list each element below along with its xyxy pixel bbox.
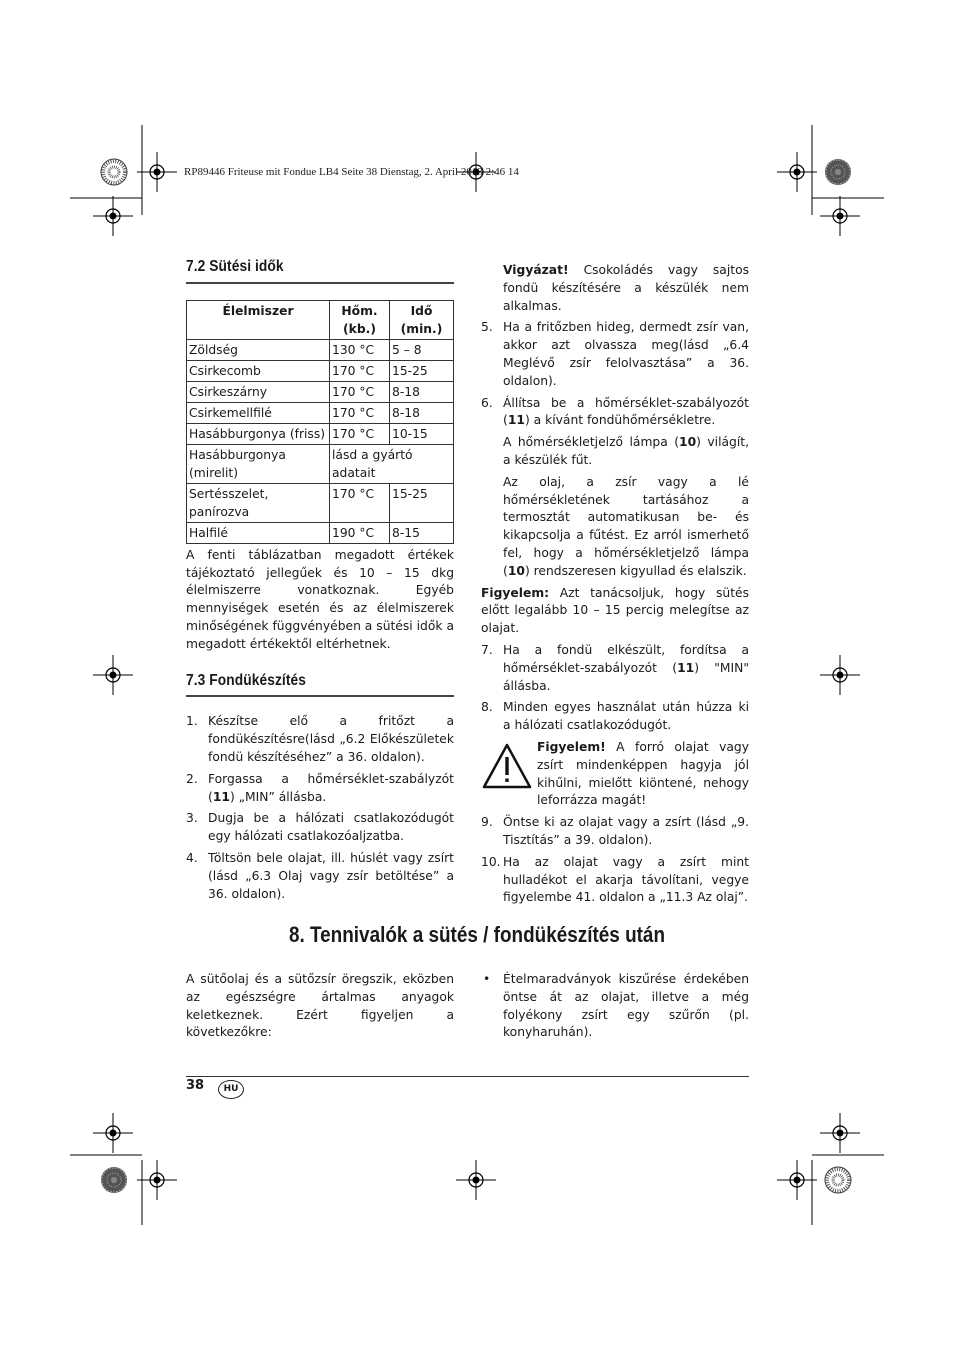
component-ref: 11 [212, 789, 230, 804]
list-item [186, 810, 454, 846]
step-number: 8. [481, 700, 493, 715]
table-cell: Hasábburgonya (mirelit) [187, 444, 330, 483]
attention-text: Azt tanácsoljuk, hogy sütés előtt legalább 10 – 15 percig melegítse az olajat. [481, 585, 749, 636]
table-cell: Zöldség [187, 339, 330, 360]
table-cell: 15-25 [390, 483, 454, 522]
right-column [481, 262, 749, 911]
step-number: 1. [186, 714, 198, 729]
step-text: Forgassa a hőmérséklet-szabályzót ( [208, 771, 454, 804]
column-header-food: Élelmiszer [187, 300, 330, 339]
print-header: RP89446 Friteuse mit Fondue LB4 Seite 38 Dienstag, 2. April 2013 2:46 14 [184, 166, 519, 178]
caution-note [481, 262, 749, 315]
table-cell: 190 °C [330, 522, 390, 543]
section-7-3-heading: 7.3 Fondükészítés [186, 671, 306, 689]
thermostat-note-text: ) rendszeresen kigyullad és elalszik. [524, 563, 747, 578]
step-text: Állítsa be a hőmérséklet-szabályozót ( [503, 395, 749, 428]
step-number: 5. [481, 320, 493, 335]
table-cell: Csirkemellfilé [187, 402, 330, 423]
list-item [186, 771, 454, 807]
table-note: A fenti táblázatban megadott értékek tájékoztató jellegűek és 10 – 15 dkg élelmiszerre vonatkoznak. Egyéb mennyiségek esetén és az élelmiszerek minőségének függvényében a sütési idők a megadott értékektől eltérhetnek. [186, 547, 454, 651]
component-ref: 10 [679, 435, 697, 450]
table-cell: 170 °C [330, 381, 390, 402]
section-rule [186, 282, 454, 284]
table-row [187, 522, 454, 543]
step-number: 10. [481, 854, 501, 869]
attention-note [481, 585, 749, 638]
fondue-steps-continued [481, 319, 749, 430]
column-header-time: Idő (min.) [390, 300, 454, 339]
disposal-steps [481, 814, 749, 907]
lamp-note-text: A hőmérsékletjelző lámpa ( [503, 435, 680, 450]
list-item [481, 814, 749, 850]
table-cell: lásd a gyártó adatait [330, 444, 454, 483]
table-cell: 8-15 [390, 522, 454, 543]
list-item [481, 395, 749, 431]
section-8-bullets [481, 971, 749, 1042]
component-ref: 10 [507, 563, 525, 578]
table-cell: 15-25 [390, 360, 454, 381]
step-text: ) a kívánt fondühőmérsékletre. [524, 413, 716, 428]
step-number: 4. [186, 850, 198, 865]
bullet-icon: • [483, 972, 491, 986]
list-item [481, 854, 749, 907]
table-cell: Halfilé [187, 522, 330, 543]
table-cell: 170 °C [330, 483, 390, 522]
caution-text: Csokoládés vagy sajtos fondü készítésére a készülék nem alkalmas. [503, 263, 749, 313]
table-cell: 5 – 8 [390, 339, 454, 360]
table-cell: 8-18 [390, 381, 454, 402]
table-cell: 170 °C [330, 402, 390, 423]
list-item [186, 713, 454, 766]
step-number: 2. [186, 771, 198, 786]
lamp-note-text: ) világít, a készülék fűt. [503, 435, 749, 467]
component-ref: 11 [677, 660, 695, 675]
table-cell: 130 °C [330, 339, 390, 360]
table-cell: 8-18 [390, 402, 454, 423]
warning-label: Figyelem! [537, 739, 606, 754]
list-item [481, 642, 749, 695]
table-cell: Hasábburgonya (friss) [187, 423, 330, 444]
thermostat-note-text: Az olaj, a zsír vagy a lé hőmérsékletének tartásához a termosztát automatikusan be- és kikapcsolja a fűtést. Ez arról ismerhető fel, hogy a hőmérsékletjelző lámpa ( [503, 474, 749, 578]
step-text: ) "MIN" állásba. [503, 660, 749, 693]
caution-label: Vigyázat! [503, 263, 569, 277]
table-cell: 10-15 [390, 423, 454, 444]
table-cell: Csirkeszárny [187, 381, 330, 402]
step-text: Minden egyes használat után húzza ki a hálózati csatlakozódugót. [503, 700, 749, 733]
step-text: Ha az olajat vagy a zsírt mint hulladékot el akarja távolítani, vegye figyelembe 41. oldalon a „11.3 Az olaj”. [503, 854, 749, 905]
step-text: ) „MIN” állásba. [229, 789, 327, 804]
step-number: 3. [186, 811, 198, 826]
section-7-2-heading: 7.2 Sütési idők [186, 258, 284, 275]
step-number: 9. [481, 815, 493, 830]
section-8-heading: 8. Tennivalók a sütés / fondükészítés után [288, 922, 666, 947]
table-header-row [187, 300, 454, 339]
table-row [187, 402, 454, 423]
thermostat-note [481, 474, 749, 581]
step-text: Töltsön bele olajat, ill. húslét vagy zsírt (lásd „6.3 Olaj vagy zsír betöltése” a 36. oldalon). [208, 850, 454, 901]
attention-label: Figyelem: [481, 585, 550, 600]
table-row [187, 423, 454, 444]
warning-text: A forró olajat vagy zsírt mindenképpen hagyja jól kihűlni, mielőtt kiöntené, nehogy leforrázza magát! [537, 739, 749, 808]
table-cell: Sertésszelet, panírozva [187, 483, 330, 522]
lamp-note [481, 434, 749, 470]
step-text: Ha a fondü elkészült, fordítsa a hőmérséklet-szabályozót ( [503, 642, 749, 675]
list-item [481, 319, 749, 390]
table-cell: Csirkecomb [187, 360, 330, 381]
table-row [187, 339, 454, 360]
fondue-steps-end [481, 642, 749, 735]
section-rule [186, 695, 454, 697]
step-text: Dugja be a hálózati csatlakozódugót egy hálózati csatlakozóaljzatba. [208, 811, 454, 844]
hot-oil-warning [481, 739, 749, 810]
component-ref: 11 [507, 413, 525, 428]
step-number: 7. [481, 642, 493, 657]
table-row [187, 360, 454, 381]
fondue-steps [186, 713, 454, 903]
table-row [187, 444, 454, 483]
step-number: 6. [481, 395, 493, 410]
list-item [481, 971, 749, 1042]
list-item [481, 699, 749, 735]
table-cell: 170 °C [330, 360, 390, 381]
section-8-intro: A sütőolaj és a sütőzsír öregszik, eközben az egészségre ártalmas anyagok keletkeznek. Ezért figyeljen a következőkre: [186, 972, 454, 1040]
table-row [187, 381, 454, 402]
left-column [186, 258, 454, 907]
warning-triangle-icon [482, 743, 532, 789]
step-text: Készítse elő a fritőzt a fondükészítésre(lásd „6.2 Előkészületek fondü készítéséhez” a 36. oldalon). [208, 714, 454, 764]
column-header-temp: Hőm. (kb.) [330, 300, 390, 339]
list-item [186, 850, 454, 903]
bullet-text: Ételmaradványok kiszűrése érdekében öntse át az olajat, illetve a még folyékony zsírt egy szűrőn (pl. konyharuhán). [503, 972, 749, 1040]
table-row [187, 483, 454, 522]
table-cell: 170 °C [330, 423, 390, 444]
step-text: Öntse ki az olajat vagy a zsírt (lásd „9. Tisztítás” a 39. oldalon). [503, 815, 749, 847]
step-text: Ha a fritőzben hideg, dermedt zsír van, akkor azt olvassza meg(lásd „6.4 Meglévő zsír felolvasztása” a 36. oldalon). [503, 320, 749, 388]
footer-rule [186, 1076, 749, 1077]
page-number: 38 [186, 1078, 205, 1093]
language-badge: HU [218, 1080, 244, 1099]
frying-times-table [186, 300, 454, 544]
